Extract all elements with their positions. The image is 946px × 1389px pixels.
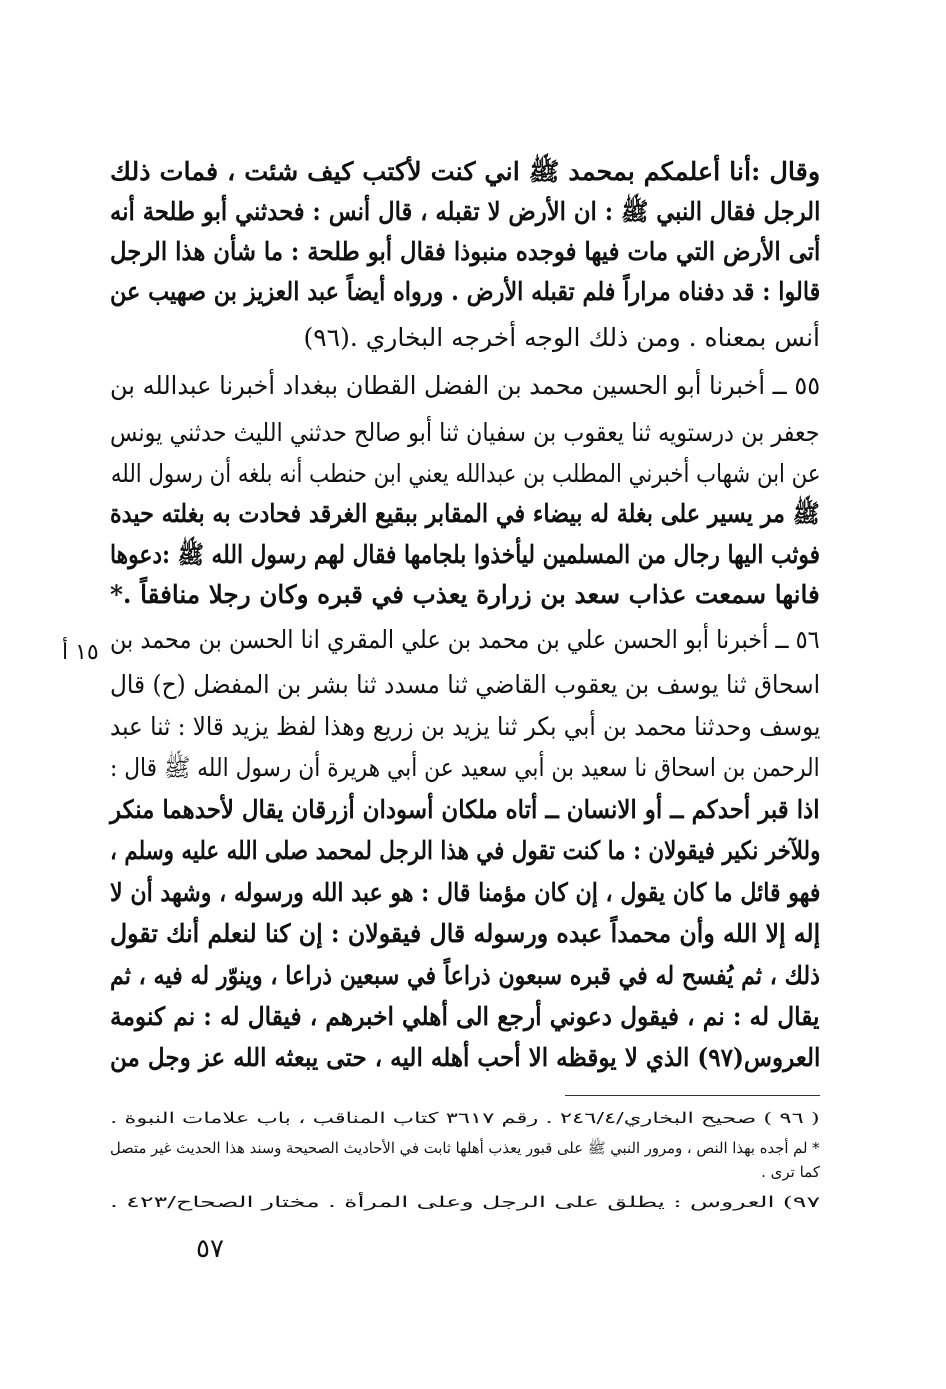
text-line: اذا قبر أحدكم ــ أو الانسان ــ أتاه ملكان أسودان أزرقان يقال لأحدهما منكر <box>110 795 820 824</box>
text-line: أنس بمعناه . ومن ذلك الوجه أخرجه البخاري .(٩٦) <box>303 323 820 352</box>
text-line: وقال :أنا أعلمكم بمحمد ﷺ اني كنت لأكتب كيف شئت ، فمات ذلك <box>109 157 820 186</box>
footnote-star: * لم أجده بهذا النص ، ومرور النبي ﷺ على قبور يعذب أهلها ثابت في الأحاديث الصحيحة وسند هذا الحديث غير متصل <box>110 1139 820 1157</box>
text-line: الرحمن بن اسحاق نا سعيد بن أبي سعيد عن أبي هريرة أن رسول الله ﷺ قال : <box>110 753 820 782</box>
text-line: أتى الأرض التي مات فيها فوجده منبوذا فقال أبو طلحة : ما شأن هذا الرجل <box>109 237 820 266</box>
manuscript-folio-note: ١٥ أ <box>62 640 99 665</box>
text-line: اسحاق ثنا يوسف بن يعقوب القاضي ثنا مسدد ثنا بشر بن المفضل (ح) قال <box>109 670 820 699</box>
text-line: قالوا : قد دفناه مراراً فلم تقبله الأرض . ورواه أيضاً عبد العزيز بن صهيب عن <box>109 277 820 306</box>
text-line: الرجل فقال النبي ﷺ : ان الأرض لا تقبله ، قال أنس : فحدثني أبو طلحة أنه <box>109 197 820 226</box>
text-line: العروس(٩٧) الذي لا يوقظه الا أحب أهله اليه ، حتى يبعثه الله عز وجل من <box>109 1043 820 1072</box>
text-line: ﷺ مر يسير على بغلة له بيضاء في المقابر ببقيع الغرقد فحادت به بغلته حيدة <box>110 499 820 528</box>
footnote-star-cont: كما ترى . <box>761 1163 820 1181</box>
footnote-divider <box>565 1095 820 1096</box>
text-line: وللآخر نكير فيقولان : ما كنت تقول في هذا الرجل لمحمد صلى الله عليه وسلم ، <box>109 836 820 865</box>
text-line: يوسف وحدثنا محمد بن أبي بكر ثنا يزيد بن زريع وهذا لفظ يزيد قالا : ثنا عبد <box>109 712 820 741</box>
text-line: فهو قائل ما كان يقول ، إن كان مؤمنا قال : هو عبد الله ورسوله ، وشهد أن لا <box>109 878 820 907</box>
text-line: فانها سمعت عذاب سعد بن زرارة يعذب في قبره وكان رجلا منافقاً .* <box>110 580 820 609</box>
text-line: جعفر بن درستويه ثنا يعقوب بن سفيان ثنا أبو صالح حدثني الليث حدثني يونس <box>110 418 820 447</box>
footnote-96: ( ٩٦ ) صحيح البخاري/٢٤٦/٤ . رقم ٣٦١٧ كتاب المناقب ، باب علامات النبوة . <box>110 1109 820 1127</box>
text-line: فوثب اليها رجال من المسلمين ليأخذوا بلجامها فقال لهم رسول الله ﷺ :دعوها <box>109 540 820 569</box>
text-line: عن ابن شهاب أخبرني المطلب بن عبدالله يعني ابن حنطب أنه بلغه أن رسول الله <box>110 459 820 488</box>
hadith-56-start: ٥٦ ــ أخبرنا أبو الحسن علي بن محمد بن علي المقري انا الحسن بن محمد بن <box>110 625 820 654</box>
hadith-55-start: ٥٥ ــ أخبرنا أبو الحسين محمد بن الفضل القطان ببغداد أخبرنا عبدالله بن <box>109 371 820 400</box>
footnote-97: ٩٧) العروس : يطلق على الرجل وعلى المرأة . مختار الصحاح/٤٢٣ . <box>109 1193 820 1211</box>
text-line: إله إلا الله وأن محمداً عبده ورسوله قال فيقولان : إن كنا لنعلم أنك تقول <box>109 919 820 948</box>
text-line: يقال له : نم ، فيقول دعوني أرجع الى أهلي اخبرهم ، فيقال له : نم كنومة <box>110 1002 820 1031</box>
page-number: ٥٧ <box>196 1234 224 1264</box>
text-line: ذلك ، ثم يُفسح له في قبره سبعون ذراعاً في سبعين ذراعا ، وينوّر له فيه ، ثم <box>109 961 820 990</box>
